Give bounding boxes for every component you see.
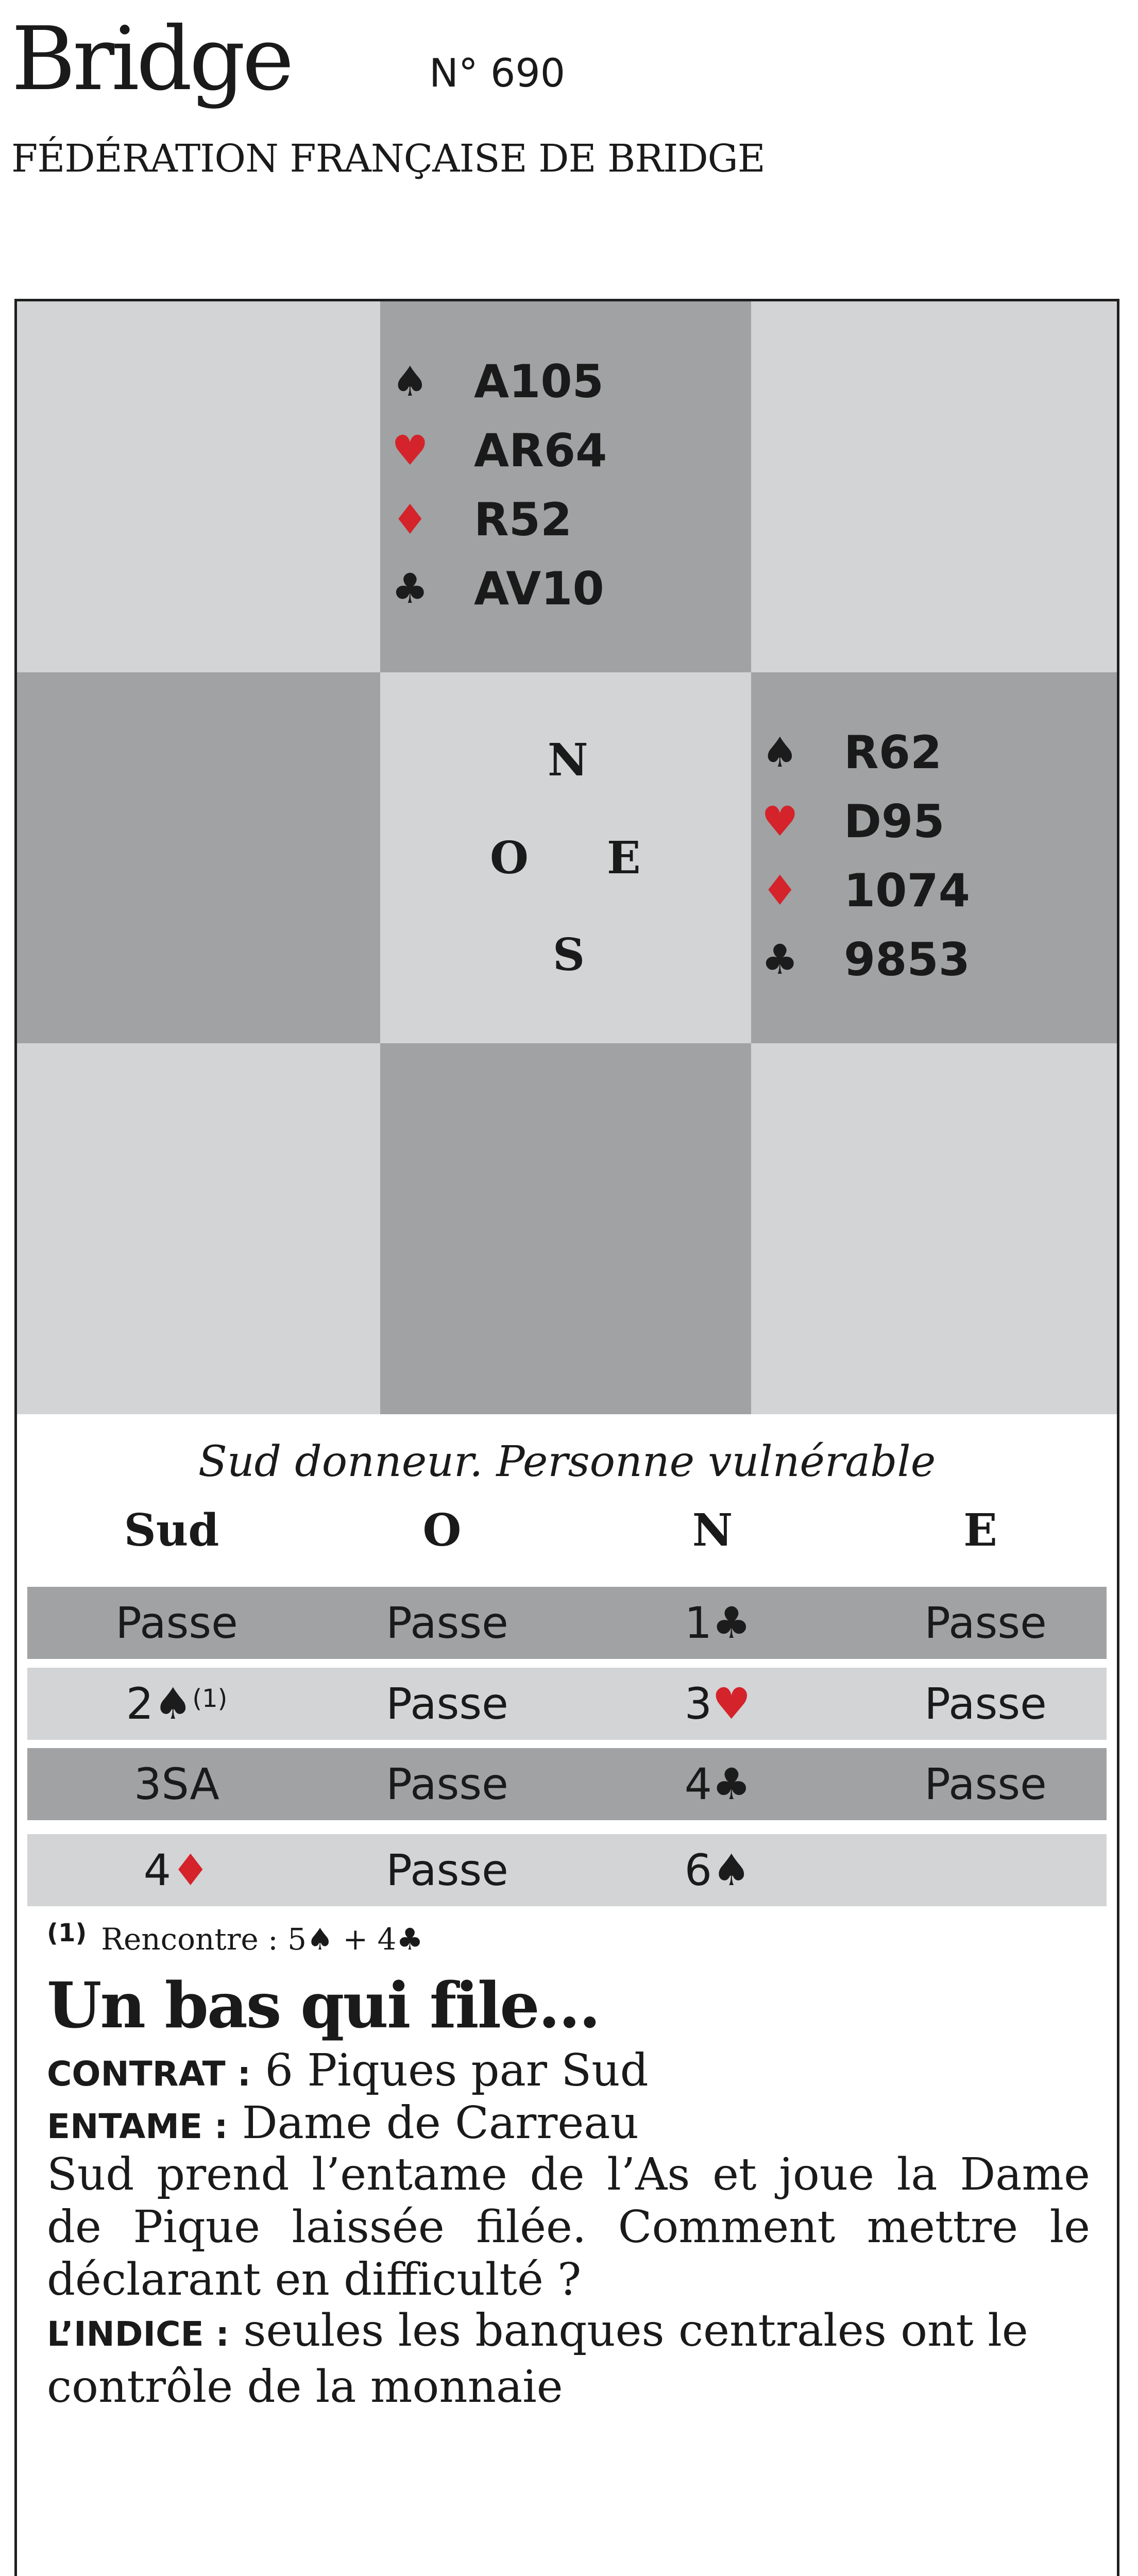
bid-sud: 3SA: [134, 1759, 219, 1809]
bridge-card: [14, 299, 1119, 2576]
heart-icon: ♥: [761, 797, 799, 845]
auction-header-sud: Sud: [124, 1504, 219, 1556]
north-spades: A105: [474, 354, 604, 408]
club-icon: ♣: [712, 1759, 751, 1809]
club-icon: ♣: [396, 1922, 423, 1957]
grid-cell-west: [17, 672, 380, 1043]
bid-n-level: 3: [684, 1679, 712, 1729]
spade-icon: ♠: [712, 1845, 751, 1895]
east-clubs: 9853: [844, 933, 970, 986]
compass-west: O: [490, 832, 529, 884]
compass-south: S: [553, 929, 585, 981]
club-icon: ♣: [392, 564, 429, 613]
issue-number: N° 690: [429, 50, 566, 96]
heart-icon: ♥: [392, 426, 429, 474]
problem-title: Un bas qui file...: [47, 1968, 600, 2042]
bid-n: [584, 1748, 852, 1820]
bid-o: Passe: [386, 1598, 508, 1648]
diamond-icon: ♦: [761, 866, 799, 914]
auction-row: [27, 1587, 1107, 1659]
north-hand: [392, 347, 607, 623]
auction-row: [27, 1748, 1107, 1820]
compass-north: N: [548, 734, 588, 786]
diamond-icon: ♦: [392, 495, 429, 544]
north-diamonds: R52: [474, 493, 572, 546]
spade-icon: ♠: [392, 357, 429, 405]
bid-o: Passe: [386, 1845, 508, 1895]
entame-line: [47, 2097, 1090, 2153]
auction-footnote: [47, 1919, 423, 1957]
spade-icon: ♠: [307, 1922, 334, 1957]
spade-icon: ♠: [154, 1679, 193, 1729]
footnote-text: Rencontre : 5: [101, 1922, 307, 1957]
indice-line: [47, 2304, 1090, 2413]
grid-cell-sw: [17, 1043, 380, 1414]
bid-sud: [43, 1834, 311, 1906]
contrat-line: [47, 2044, 1090, 2100]
auction-header-o: O: [422, 1504, 462, 1556]
diamond-icon: ♦: [171, 1845, 210, 1895]
bid-n: [584, 1834, 852, 1906]
entame-label: ENTAME :: [47, 2107, 228, 2146]
club-icon: ♣: [712, 1598, 751, 1648]
east-diamonds: 1074: [844, 863, 970, 917]
federation-name: FÉDÉRATION FRANÇAISE DE BRIDGE: [11, 137, 765, 181]
bid-sud-level: 4: [143, 1845, 172, 1895]
indice-value: seules les banques centrales ont le contrôle de la monnaie: [47, 2305, 1028, 2413]
east-hearts: D95: [844, 794, 945, 848]
bid-e: Passe: [924, 1759, 1047, 1809]
grid-cell-south: [380, 1043, 751, 1414]
north-hearts: AR64: [474, 423, 607, 477]
compass-east: E: [607, 832, 641, 884]
east-spades: R62: [844, 725, 942, 779]
spade-icon: ♠: [761, 728, 799, 776]
bid-sud: Passe: [115, 1598, 238, 1648]
auction-row: [27, 1668, 1107, 1740]
bid-e: Passe: [924, 1679, 1047, 1729]
bid-o: Passe: [386, 1679, 508, 1729]
indice-label: L’INDICE :: [47, 2314, 229, 2354]
problem-body: Sud prend l’entame de l’As et joue la Dame de Pique laissée filée. Comment mettre le déclarant en difficulté ?: [47, 2149, 1090, 2306]
bid-n: [584, 1668, 852, 1740]
auction-header-n: N: [692, 1504, 733, 1556]
grid-cell-se: [751, 1043, 1117, 1414]
east-hand: [761, 718, 970, 994]
auction-header-e: E: [963, 1504, 997, 1556]
bid-n-level: 6: [684, 1845, 712, 1895]
bid-sud-level: 2: [126, 1679, 154, 1729]
contrat-label: CONTRAT :: [47, 2054, 251, 2094]
grid-cell-nw: [17, 301, 380, 672]
north-clubs: AV10: [474, 562, 604, 615]
bid-e: [852, 1834, 1119, 1906]
bid-e: Passe: [924, 1598, 1047, 1648]
footnote-mid: + 4: [333, 1922, 397, 1957]
deal-conditions: Sud donneur. Personne vulnérable: [198, 1437, 936, 1486]
contrat-value: 6 Piques par Sud: [265, 2045, 649, 2096]
brand-title: Bridge: [11, 8, 291, 110]
grid-cell-ne: [751, 301, 1117, 672]
bid-n: [584, 1587, 852, 1659]
bid-n-level: 1: [684, 1598, 712, 1648]
heart-icon: ♥: [712, 1679, 751, 1729]
club-icon: ♣: [761, 935, 799, 984]
footnote-marker: (1): [192, 1684, 228, 1713]
auction-row: [27, 1834, 1107, 1906]
grid-cell-center: [380, 672, 751, 1043]
bid-n-level: 4: [684, 1759, 712, 1809]
footnote-marker: (1): [47, 1919, 87, 1947]
bid-o: Passe: [386, 1759, 508, 1809]
entame-value: Dame de Carreau: [242, 2097, 639, 2149]
bid-sud: [43, 1668, 311, 1740]
